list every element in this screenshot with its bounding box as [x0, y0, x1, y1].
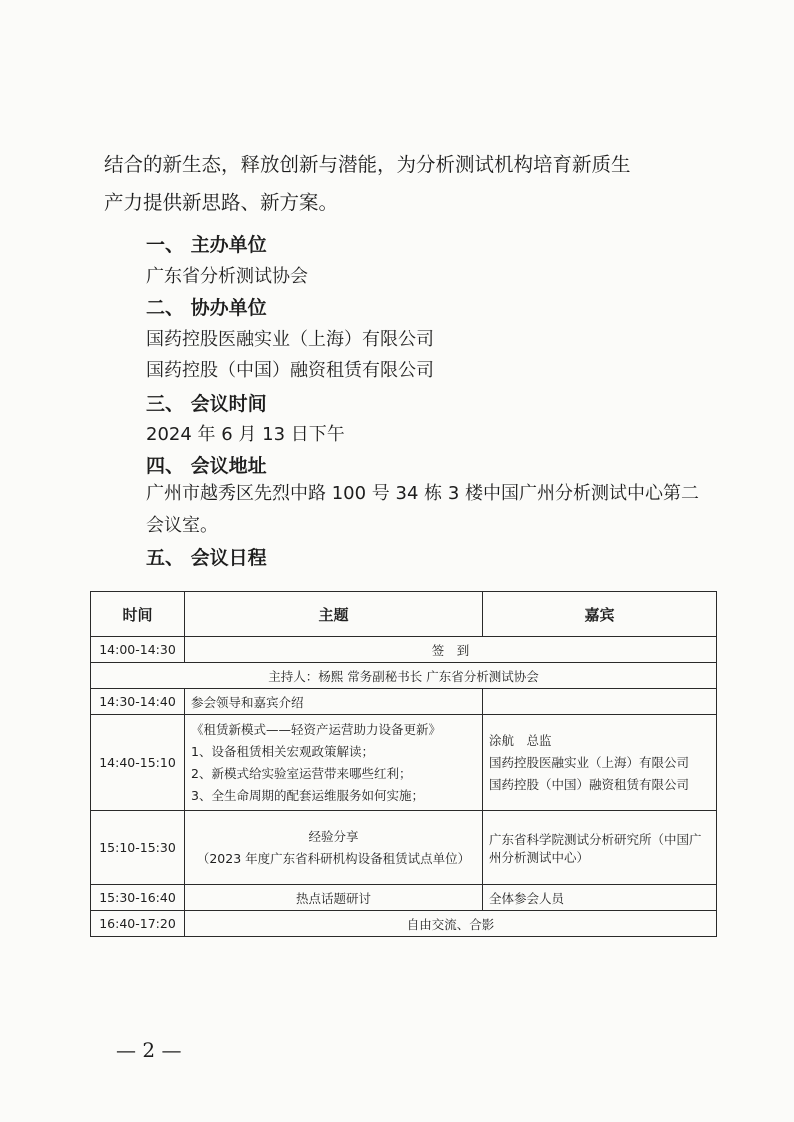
topic-point-3: 3、全生命周期的配套运维服务如何实施；: [191, 787, 424, 803]
table-row: [91, 885, 717, 911]
table-row: [91, 637, 717, 663]
topic-point-1: 1、设备租赁相关宏观政策解读；: [191, 743, 374, 759]
table-row: [91, 715, 717, 811]
row-guest: 广东省科学院测试分析研究所（中国广州分析测试中心）: [483, 811, 717, 885]
table-row: [91, 911, 717, 937]
row-guest: [483, 715, 717, 811]
intro-line-1: 结合的新生态，释放创新与潜能，为分析测试机构培育新质生: [104, 153, 631, 176]
header-topic: 主题: [185, 592, 483, 637]
header-guest: 嘉宾: [483, 592, 717, 637]
row-networking: 自由交流、合影: [185, 911, 717, 937]
header-time: 时间: [91, 592, 185, 637]
organizer-heading: 一、 主办单位: [146, 234, 267, 256]
location-heading: 四、 会议地址: [146, 455, 267, 477]
row-time: 15:30-16:40: [91, 885, 185, 911]
co-organizer-2: 国药控股（中国）融资租赁有限公司: [146, 360, 434, 381]
topic-title: 《租赁新模式——轻资产运营助力设备更新》: [191, 721, 442, 737]
guest-name: 涂航 总监: [489, 732, 552, 748]
guest-org-1: 国药控股医融实业（上海）有限公司: [489, 754, 690, 770]
row-time: 14:40-15:10: [91, 715, 185, 811]
table-row: [91, 663, 717, 689]
row-time: 14:00-14:30: [91, 637, 185, 663]
table-header-row: [91, 592, 717, 637]
topic-note: （2023 年度广东省科研机构设备租赁试点单位）: [196, 850, 471, 866]
topic-point-2: 2、新模式给实验室运营带来哪些红利；: [191, 765, 412, 781]
row-topic: [185, 811, 483, 885]
intro-line-2: 产力提供新思路、新方案。: [104, 191, 339, 214]
row-time: 14:30-14:40: [91, 689, 185, 715]
co-organizer-heading: 二、 协办单位: [146, 297, 267, 319]
row-topic: 热点话题研讨: [185, 885, 483, 911]
row-guest: 全体参会人员: [483, 885, 717, 911]
co-organizer-1: 国药控股医融实业（上海）有限公司: [146, 329, 434, 350]
time-heading: 三、 会议时间: [146, 393, 267, 415]
meeting-location: 广州市越秀区先烈中路 100 号 34 栋 3 楼中国广州分析测试中心第二会议室。: [146, 483, 700, 536]
table-row: [91, 689, 717, 715]
guest-org-2: 国药控股（中国）融资租赁有限公司: [489, 776, 690, 792]
agenda-heading: 五、 会议日程: [146, 547, 267, 569]
organizer-name: 广东省分析测试协会: [146, 266, 308, 287]
row-topic: 参会领导和嘉宾介绍: [185, 689, 483, 715]
row-checkin: 签 到: [185, 637, 717, 663]
page-number: — 2 —: [116, 1038, 182, 1062]
row-time: 15:10-15:30: [91, 811, 185, 885]
intro-paragraph: [104, 146, 704, 222]
row-topic: [185, 715, 483, 811]
agenda-table: [90, 591, 717, 937]
row-guest: [483, 689, 717, 715]
meeting-time: 2024 年 6 月 13 日下午: [146, 424, 345, 445]
table-row: [91, 811, 717, 885]
topic-title: 经验分享: [308, 828, 359, 844]
row-time: 16:40-17:20: [91, 911, 185, 937]
host-line: 主持人：杨熙 常务副秘书长 广东省分析测试协会: [91, 663, 717, 689]
